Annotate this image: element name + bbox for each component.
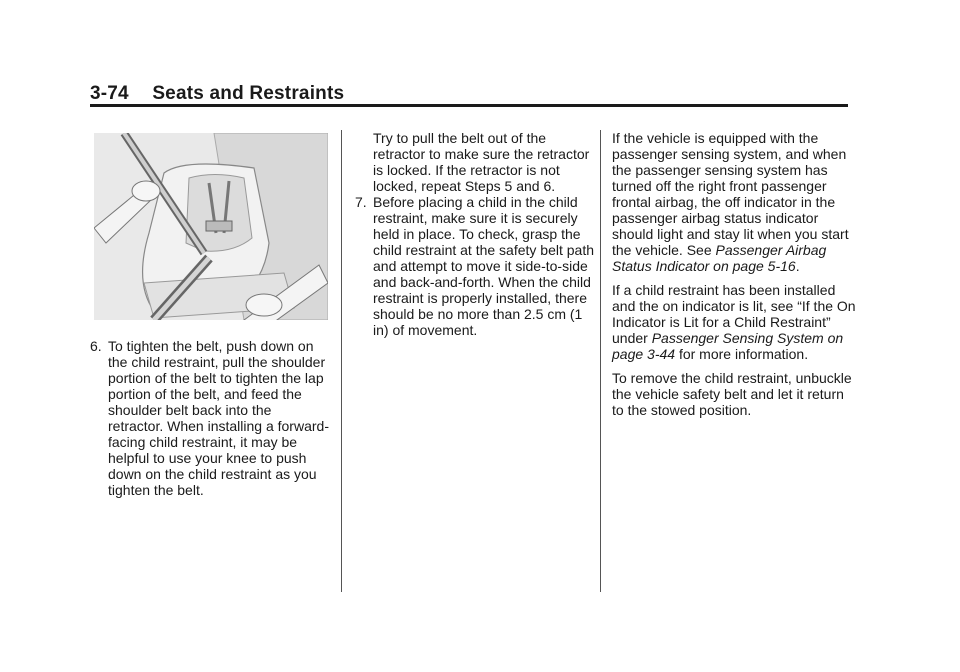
link-passenger-sensing-system[interactable]: Passenger Sensing System on page 3-44: [612, 330, 844, 362]
step-7: [355, 194, 595, 338]
link-airbag-status-indicator[interactable]: Passenger Airbag Status Indicator on page 5-16: [612, 242, 827, 274]
column-divider-1: [341, 130, 342, 592]
page-header: [90, 83, 344, 105]
column-3: [612, 130, 857, 426]
step-6: [90, 338, 330, 498]
step-6-number: 6.: [90, 338, 102, 354]
step-6-continued: Try to pull the belt out of the retractor to make sure the retractor is locked. If the retractor is not locked, repeat Steps 5 and 6.: [373, 130, 590, 194]
header-rule: [90, 104, 848, 107]
paragraph-remove-restraint: To remove the child restraint, unbuckle the vehicle safety belt and let it return to the stowed position.: [612, 370, 852, 418]
section-title: Seats and Restraints: [152, 83, 345, 104]
paragraph-airbag-indicator: [612, 130, 857, 274]
child-restraint-illustration: [94, 133, 328, 320]
paragraph-2-text: If a child restraint has been installed and the on indicator is lit, see “If the On Indicator is Lit for a Child Restraint” under: [612, 282, 856, 346]
step-6-text: To tighten the belt, push down on the child restraint, pull the shoulder portion of the belt to tighten the lap portion of the belt, and feed the shoulder belt back into the retractor. When installing a forward-facing child restraint, it may be helpful to use your knee to push down on the child restraint as you tighten the belt.: [108, 338, 329, 498]
paragraph-1-end: .: [795, 258, 800, 274]
paragraph-2-end: for more information.: [675, 346, 809, 362]
column-divider-2: [600, 130, 601, 592]
step-7-number: 7.: [355, 194, 367, 210]
paragraph-on-indicator: [612, 282, 857, 362]
paragraph-1-text: If the vehicle is equipped with the passenger sensing system, and when the passenger sensing system has turned off the right front passenger frontal airbag, the off indicator in the passenger airbag status indicator should light and stay lit when you start the vehicle. See: [612, 130, 849, 258]
page-number: 3-74: [90, 83, 129, 104]
column-2: [355, 130, 595, 338]
step-7-text: Before placing a child in the child restraint, make sure it is securely held in place. To check, grasp the child restraint at the safety belt path and attempt to move it side-to-side and back-and-forth. When the child restraint is properly installed, there should be no more than 2.5 cm (1 in) of movement.: [373, 194, 595, 338]
